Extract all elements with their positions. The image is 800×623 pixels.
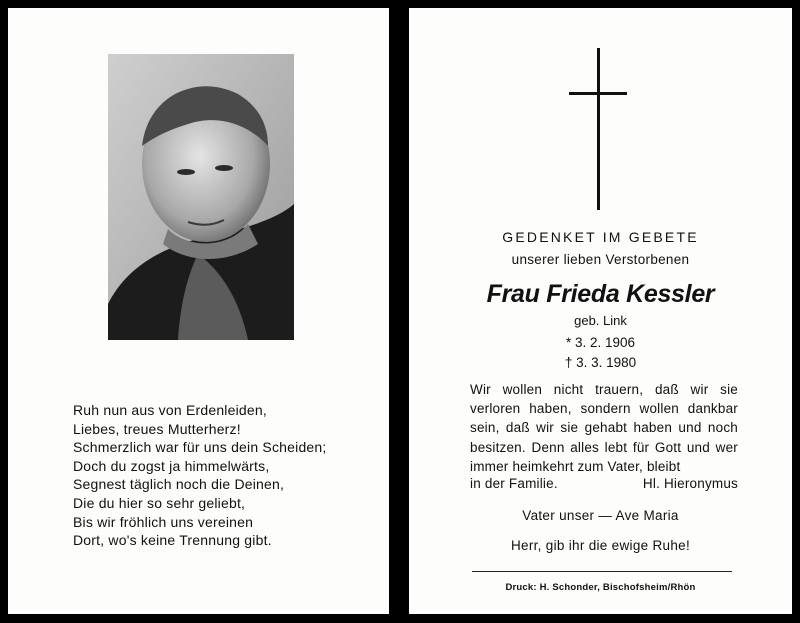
poem-line: Ruh nun aus von Erdenleiden, xyxy=(73,402,267,418)
death-date: † 3. 3. 1980 xyxy=(564,355,637,370)
maiden-name: geb. Link xyxy=(574,313,627,328)
poem-line: Doch du zogst ja himmelwärts, xyxy=(73,457,270,474)
memorial-card-left xyxy=(8,8,389,614)
birth-date: * 3. 2. 1906 xyxy=(565,335,636,350)
deceased-name: Frau Frieda Kessler xyxy=(486,280,715,308)
quote-closing xyxy=(470,476,738,491)
prayer-line-2: Herr, gib ihr die ewige Ruhe! xyxy=(510,538,691,553)
poem-line: Die du hier so sehr geliebt, xyxy=(73,494,246,511)
portrait-photo xyxy=(108,54,294,340)
poem xyxy=(73,401,327,550)
quote-text: Wir wollen nicht trauern, daß wir sie verloren haben, sondern wollen dankbar sein, daß wir sie gehabt haben und noch besitzen. Denn alles lebt für Gott und wer immer heimkehrt zum Vater, bleibt xyxy=(470,382,738,474)
poem-line: Liebes, treues Mutterherz! xyxy=(73,420,241,437)
poem-line: Schmerzlich war für uns dein Scheiden; xyxy=(73,439,327,456)
subheading: unserer lieben Verstorbenen xyxy=(511,252,690,267)
memorial-card-right xyxy=(409,8,792,614)
quote-author: Hl. Hieronymus xyxy=(642,476,738,491)
poem-line: Segnest täglich noch die Deinen, xyxy=(73,476,285,493)
poem-line: Bis wir fröhlich uns vereinen xyxy=(73,513,254,530)
poem-line: Dort, wo's keine Trennung gibt. xyxy=(73,532,272,549)
divider xyxy=(472,571,732,572)
prayer-line-1: Vater unser — Ave Maria xyxy=(522,508,679,523)
portrait-image xyxy=(108,54,294,340)
heading: GEDENKET IM GEBETE xyxy=(502,229,699,245)
quote-last-line: in der Familie. xyxy=(470,476,558,491)
printer-imprint: Druck: H. Schonder, Bischofsheim/Rhön xyxy=(505,582,696,593)
